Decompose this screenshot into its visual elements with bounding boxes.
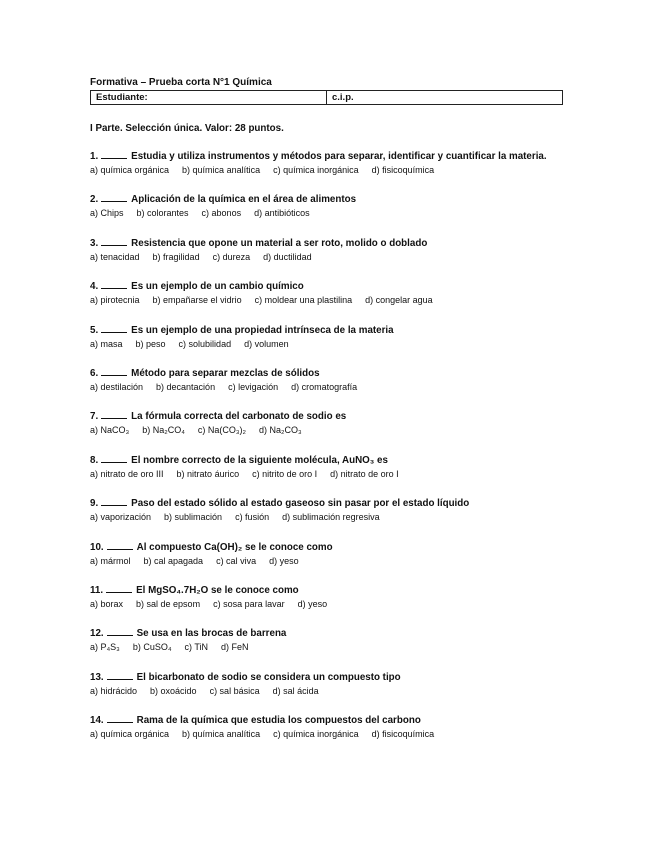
answer-option[interactable]: c) Na(CO₃)₂ [197,425,247,436]
answer-option[interactable]: b) CuSO₄ [132,642,172,653]
answer-blank[interactable] [107,540,133,550]
question-line [90,409,570,423]
answer-blank[interactable] [101,192,127,202]
answer-option[interactable]: a) pirotecnia [90,295,140,306]
answer-option[interactable]: a) vaporización [90,512,152,523]
answer-option[interactable]: c) cal viva [216,555,257,566]
question-text: Método para separar mezclas de sólidos [131,368,320,379]
options-line [90,206,570,220]
answer-option[interactable]: b) sublimación [164,512,223,523]
question-item [90,366,570,394]
question-item [90,540,570,568]
answer-option[interactable]: a) borax [90,599,124,609]
answer-option[interactable]: c) moldear una plastilina [254,295,353,306]
options-line [90,597,570,611]
answer-option[interactable]: c) TiN [184,642,209,653]
question-text: El bicarbonato de sodio se considera un compuesto tipo [136,671,401,683]
question-text: El nombre correcto de la siguiente molécula, AuNO₃ es [131,454,388,466]
question-text: Es un ejemplo de una propiedad intrínseca de la materia [131,324,394,336]
answer-option[interactable]: b) nitrato áurico [176,468,240,479]
answer-option[interactable]: d) nitrato de oro I [330,468,399,479]
question-number: 3. [90,237,99,249]
options-line [90,554,570,568]
options-line [90,163,570,177]
answer-option[interactable]: d) yeso [269,555,299,566]
question-number: 2. [90,194,99,206]
answer-option[interactable]: b) química analítica [182,729,261,740]
question-number: 9. [90,498,99,510]
answer-option[interactable]: a) química orgánica [90,729,170,740]
options-line [90,510,570,524]
question-item [90,149,570,177]
student-field[interactable]: Estudiante: [91,91,327,104]
options-line [90,423,570,437]
question-text: Al compuesto Ca(OH)₂ se le conoce como [136,541,333,553]
answer-blank[interactable] [107,670,133,680]
answer-option[interactable]: c) solubilidad [178,338,232,349]
answer-option[interactable]: b) peso [135,338,166,349]
part-title: I Parte. Selección única. Valor: 28 puntos. [90,123,284,134]
question-number: 10. [90,541,104,553]
answer-option[interactable]: a) NaCO₃ [90,425,130,436]
answer-option[interactable]: d) volumen [244,338,289,349]
options-line [90,337,570,351]
question-text: Rama de la química que estudia los compuestos del carbono [136,715,421,727]
answer-option[interactable]: d) ductilidad [263,251,312,262]
answer-blank[interactable] [101,149,127,159]
question-text: Se usa en las brocas de barrena [136,628,287,640]
question-line [90,149,570,163]
question-item [90,626,570,654]
document-title: Formativa – Prueba corta N°1 Química [90,77,272,88]
question-line [90,540,570,554]
answer-option[interactable]: c) dureza [212,251,251,262]
answer-option[interactable]: d) fisicoquímica [371,729,435,740]
answer-option[interactable]: a) tenacidad [90,251,140,262]
answer-blank[interactable] [101,236,127,246]
answer-option[interactable]: c) química inorgánica [273,729,359,740]
answer-blank[interactable] [106,583,132,593]
question-item [90,713,570,741]
question-number: 1. [90,151,99,162]
options-line [90,293,570,307]
answer-option[interactable]: b) decantación [156,382,216,392]
answer-option[interactable]: c) nitrito de oro I [252,468,318,479]
question-line [90,192,570,206]
answer-blank[interactable] [107,713,133,723]
answer-option[interactable]: b) sal de epsom [136,599,201,609]
answer-option[interactable]: d) yeso [297,599,328,609]
question-item [90,496,570,524]
options-line [90,727,570,741]
options-line [90,467,570,481]
question-item [90,453,570,481]
question-number: 5. [90,324,99,336]
answer-option[interactable]: b) fragilidad [152,251,200,262]
answer-option[interactable]: b) química analítica [182,165,261,175]
question-item [90,670,570,698]
student-info-table [90,90,563,105]
question-text: La fórmula correcta del carbonato de sodio es [131,411,347,423]
answer-blank[interactable] [101,279,127,289]
question-text: Paso del estado sólido al estado gaseoso sin pasar por el estado líquido [131,498,470,510]
answer-option[interactable]: d) congelar agua [365,295,433,306]
question-item [90,279,570,307]
answer-option[interactable]: c) abonos [201,208,242,219]
answer-option[interactable]: d) sal ácida [272,685,319,696]
answer-option[interactable]: a) Chips [90,208,124,219]
question-number: 8. [90,454,99,466]
question-line [90,236,570,250]
question-item [90,192,570,220]
question-line [90,626,570,640]
question-item [90,236,570,264]
answer-blank[interactable] [101,366,127,376]
question-number: 11. [90,585,104,596]
answer-option[interactable]: b) oxoácido [150,685,197,696]
question-line [90,583,570,597]
answer-option[interactable]: d) Na₂CO₃ [259,425,302,436]
question-number: 4. [90,281,99,293]
answer-option[interactable]: c) fusión [235,512,270,523]
answer-option[interactable]: c) sal básica [209,685,260,696]
question-item [90,323,570,351]
question-item [90,409,570,437]
question-text: Es un ejemplo de un cambio químico [131,281,304,293]
question-text: Resistencia que opone un material a ser roto, molido o doblado [131,237,428,249]
answer-option[interactable]: b) colorantes [136,208,189,219]
answer-blank[interactable] [101,323,127,333]
answer-option[interactable]: b) Na₂CO₄ [142,425,185,436]
answer-option[interactable]: d) cromatografía [291,382,358,392]
question-number: 7. [90,411,99,423]
question-text: Estudia y utiliza instrumentos y métodos para separar, identificar y cuantificar la materia. [131,151,547,162]
answer-blank[interactable] [101,453,127,463]
answer-option[interactable]: a) destilación [90,382,144,392]
answer-option[interactable]: d) sublimación regresiva [282,512,380,523]
question-line [90,279,570,293]
question-line [90,366,570,380]
question-number: 6. [90,368,99,379]
answer-blank[interactable] [101,409,127,419]
answer-option[interactable]: a) P₄S₃ [90,642,120,653]
answer-option[interactable]: d) antibióticos [254,208,310,219]
question-number: 12. [90,628,104,640]
answer-option[interactable]: b) empañarse el vidrio [152,295,242,306]
answer-option[interactable]: c) levigación [228,382,279,392]
cip-field[interactable]: c.i.p. [332,92,354,103]
question-number: 14. [90,715,104,727]
answer-blank[interactable] [101,496,127,506]
question-line [90,323,570,337]
answer-option[interactable]: d) FeN [221,642,249,653]
answer-option[interactable]: b) cal apagada [143,555,204,566]
answer-option[interactable]: a) química orgánica [90,165,170,175]
options-line [90,380,570,394]
options-line [90,640,570,654]
question-text: Aplicación de la química en el área de alimentos [131,194,357,206]
options-line [90,684,570,698]
question-line [90,670,570,684]
question-line [90,713,570,727]
question-line [90,453,570,467]
options-line [90,250,570,264]
question-text: El MgSO₄.7H₂O se le conoce como [136,585,299,596]
answer-option[interactable]: d) fisicoquímica [371,165,435,175]
question-number: 13. [90,671,104,683]
answer-option[interactable]: c) química inorgánica [273,165,359,175]
answer-option[interactable]: a) mármol [90,555,131,566]
question-item [90,583,570,611]
answer-option[interactable]: a) nitrato de oro III [90,468,164,479]
answer-option[interactable]: a) masa [90,338,123,349]
answer-option[interactable]: c) sosa para lavar [213,599,285,609]
question-line [90,496,570,510]
answer-blank[interactable] [107,626,133,636]
answer-option[interactable]: a) hidrácido [90,685,138,696]
